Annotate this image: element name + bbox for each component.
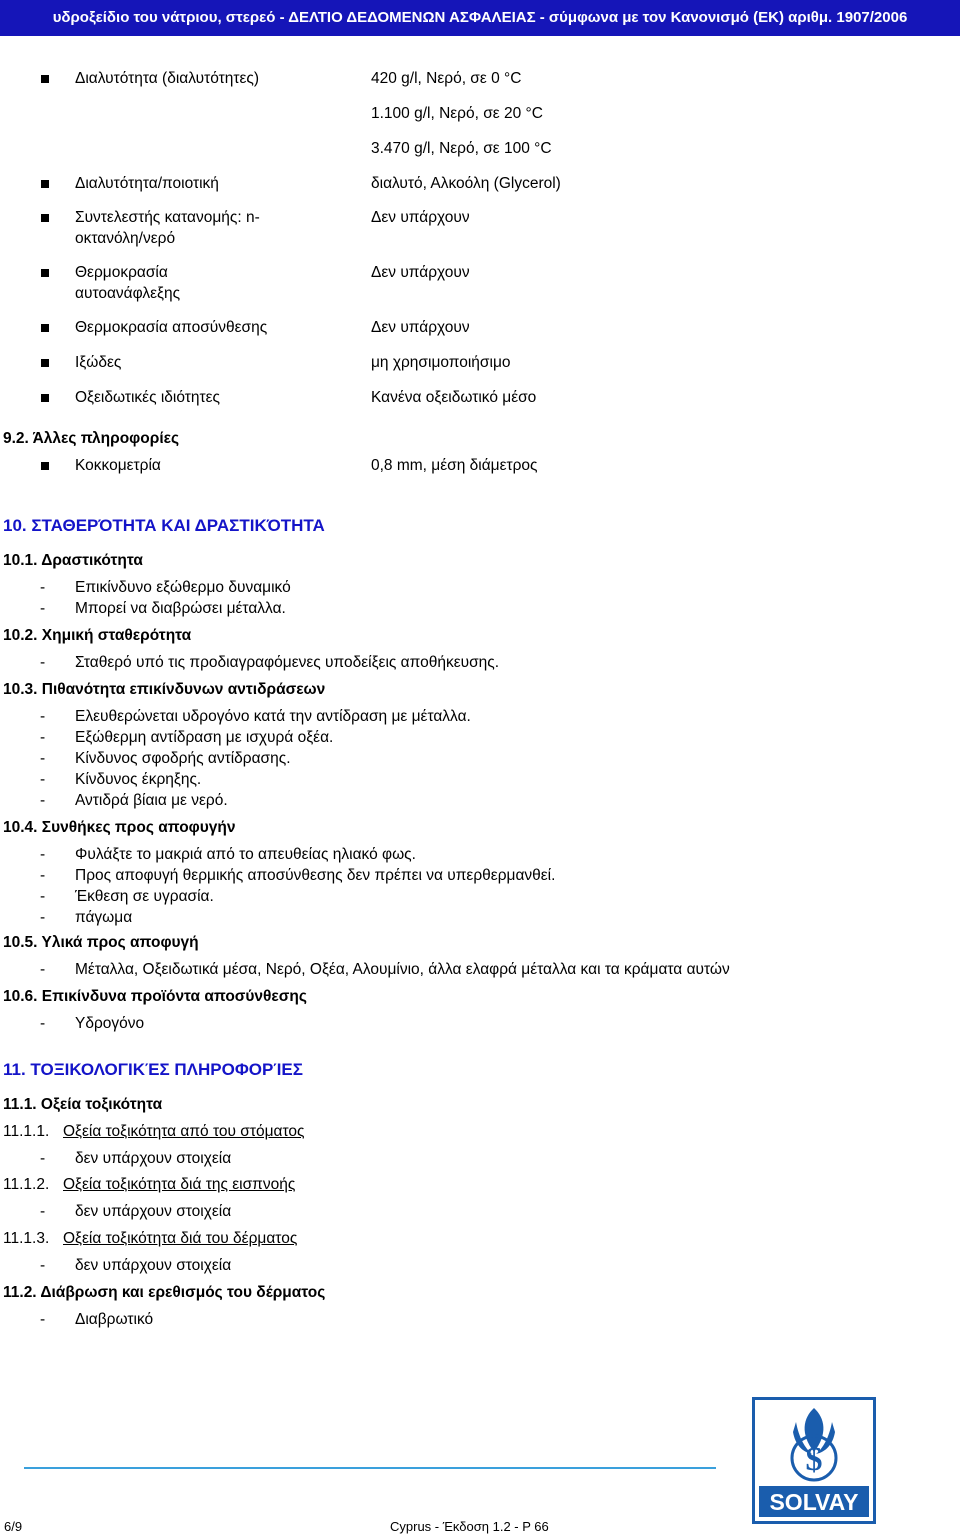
prop-value: διαλυτό, Αλκοόλη (Glycerol) [371,175,561,192]
bullet-icon [41,75,49,83]
bullet-icon [41,269,49,277]
prop-value: Δεν υπάρχουν [371,264,470,281]
bullet-icon [41,324,49,332]
prop-value: Δεν υπάρχουν [371,319,470,336]
prop-value: 3.470 g/l, Νερό, σε 100 °C [371,140,552,157]
list-dash: - [40,579,46,596]
prop-value: Κανένα οξειδωτικό μέσο [371,389,537,406]
prop-label: Διαλυτότητα (διαλυτότητες) [75,70,260,87]
list-item: Φυλάξτε το μακριά από το απευθείας ηλιακό φως. [75,846,416,863]
list-dash: - [40,771,46,788]
prop-value: Δεν υπάρχουν [371,209,470,226]
prop-label: Συντελεστής κατανομής: n- [75,209,260,226]
subsubsection-title: Οξεία τοξικότητα διά του δέρματος [63,1230,298,1247]
list-dash: - [40,729,46,746]
bullet-icon [41,359,49,367]
list-dash: - [40,1311,46,1328]
prop-value: 1.100 g/l, Νερό, σε 20 °C [371,105,543,122]
subsection-heading: 11.2. Διάβρωση και ερεθισμός του δέρματος [3,1284,326,1301]
footer-rule [24,1467,716,1469]
list-dash: - [40,1150,46,1167]
list-dash: - [40,1015,46,1032]
page-number: 6/9 [4,1519,23,1534]
list-dash: - [40,708,46,725]
prop-value: 0,8 mm, μέση διάμετρος [371,457,538,474]
subsubsection-title: Οξεία τοξικότητα από του στόματος [63,1123,305,1140]
prop-value: 420 g/l, Νερό, σε 0 °C [371,70,522,87]
section-heading: 9.2. Άλλες πληροφορίες [3,430,180,447]
bullet-icon [41,462,49,470]
list-item: Εξώθερμη αντίδραση με ισχυρά οξέα. [75,729,334,746]
document-edition: Cyprus - Έκδοση 1.2 - P 66 [390,1519,549,1534]
bullet-icon [41,394,49,402]
list-item: δεν υπάρχουν στοιχεία [75,1150,232,1167]
list-dash: - [40,1203,46,1220]
section-title: 11. ΤΟΞΙΚΟΛΟΓΙΚΈΣ ΠΛΗΡΟΦΟΡΊΕΣ [3,1060,303,1079]
prop-value: μη χρησιμοποιήσιμο [371,354,511,371]
list-item: δεν υπάρχουν στοιχεία [75,1257,232,1274]
list-item: πάγωμα [75,909,133,926]
solvay-emblem-icon [755,1400,873,1521]
list-item: Έκθεση σε υγρασία. [75,888,214,905]
svg-text:$: $ [805,1441,823,1478]
subsubsection-number: 11.1.3. [3,1230,50,1247]
subsection-heading: 11.1. Οξεία τοξικότητα [3,1096,163,1113]
list-dash: - [40,654,46,671]
solvay-logo [752,1397,876,1524]
list-dash: - [40,792,46,809]
list-dash: - [40,846,46,863]
section-title: 10. ΣΤΑΘΕΡΌΤΗΤΑ ΚΑΙ ΔΡΑΣΤΙΚΌΤΗΤΑ [3,516,325,535]
list-item: Ελευθερώνεται υδρογόνο κατά την αντίδραση με μέταλλα. [75,708,471,725]
prop-label: Θερμοκρασία [75,264,168,281]
subsection-heading: 10.5. Υλικά προς αποφυγή [3,934,199,951]
list-dash: - [40,961,46,978]
subsubsection-number: 11.1.2. [3,1176,50,1193]
list-item: Σταθερό υπό τις προδιαγραφόμενες υποδείξεις αποθήκευσης. [75,654,500,671]
list-item: Αντιδρά βίαια με νερό. [75,792,228,809]
prop-label: Διαλυτότητα/ποιοτική [75,175,219,192]
list-item: Υδρογόνο [75,1015,145,1032]
subsection-heading: 10.2. Χημική σταθερότητα [3,627,192,644]
list-item: Επικίνδυνο εξώθερμο δυναμικό [75,579,291,596]
bullet-icon [41,180,49,188]
document-header: υδροξείδιο του νάτριου, στερεό - ΔΕΛΤΙΟ ΔΕΔΟΜΕΝΩΝ ΑΣΦΑΛΕΙΑΣ - σύμφωνα με τον Κανονισμό (ΕΚ) αριθμ. 1907/2006 [0,0,960,36]
prop-label: Ιξώδες [75,354,122,371]
list-item: δεν υπάρχουν στοιχεία [75,1203,232,1220]
list-item: Διαβρωτικό [75,1311,154,1328]
list-item: Προς αποφυγή θερμικής αποσύνθεσης δεν πρέπει να υπερθερμανθεί. [75,867,556,884]
subsubsection-number: 11.1.1. [3,1123,50,1140]
list-dash: - [40,750,46,767]
prop-label: Θερμοκρασία αποσύνθεσης [75,319,268,336]
list-dash: - [40,600,46,617]
bullet-icon [41,214,49,222]
list-item: Μπορεί να διαβρώσει μέταλλα. [75,600,286,617]
prop-label: οκτανόλη/νερό [75,230,176,247]
subsection-heading: 10.1. Δραστικότητα [3,552,143,569]
subsection-heading: 10.4. Συνθήκες προς αποφυγήν [3,819,236,836]
prop-label: Οξειδωτικές ιδιότητες [75,389,221,406]
subsection-heading: 10.6. Επικίνδυνα προϊόντα αποσύνθεσης [3,988,307,1005]
list-item: Κίνδυνος σφοδρής αντίδρασης. [75,750,291,767]
svg-text:SOLVAY: SOLVAY [769,1489,859,1515]
prop-label: αυτοανάφλεξης [75,285,181,302]
list-item: Κίνδυνος έκρηξης. [75,771,202,788]
list-dash: - [40,1257,46,1274]
list-dash: - [40,867,46,884]
subsection-heading: 10.3. Πιθανότητα επικίνδυνων αντιδράσεων [3,681,326,698]
subsubsection-title: Οξεία τοξικότητα διά της εισπνοής [63,1176,296,1193]
list-dash: - [40,909,46,926]
prop-label: Κοκκομετρία [75,457,161,474]
list-dash: - [40,888,46,905]
list-item: Μέταλλα, Οξειδωτικά μέσα, Νερό, Οξέα, Αλουμίνιο, άλλα ελαφρά μέταλλα και τα κράματα αυτών [75,961,730,978]
